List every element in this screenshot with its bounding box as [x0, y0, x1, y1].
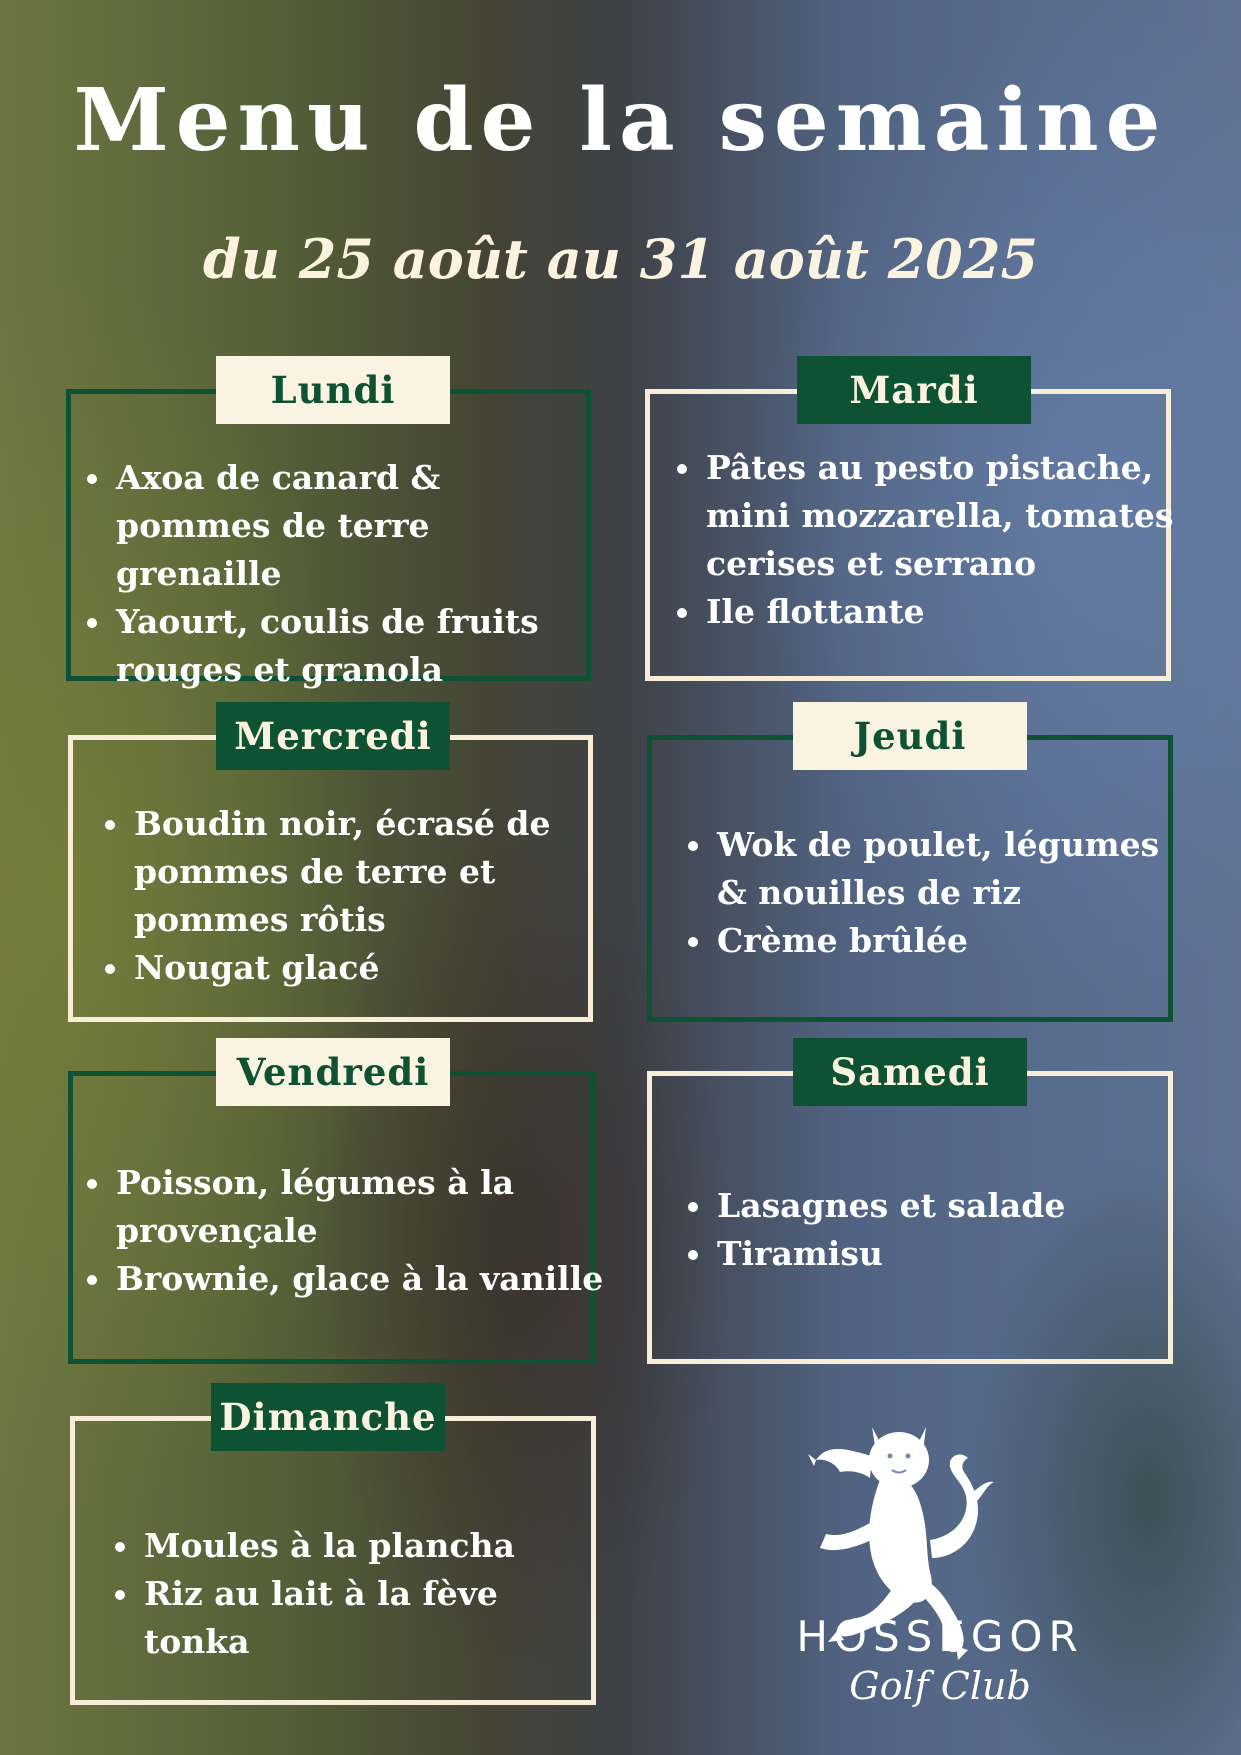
dish-item: • Poisson, légumes à la provençale [114, 1159, 614, 1255]
brand-tagline: Golf Club [849, 1664, 1031, 1708]
day-label: Dimanche [211, 1383, 445, 1451]
day-label: Mardi [797, 356, 1031, 424]
day-label: Lundi [216, 356, 450, 424]
dish-item: • Crème brûlée [715, 917, 1195, 965]
dish-list [80, 454, 604, 694]
day-label: Samedi [793, 1038, 1027, 1106]
dish-item: • Lasagnes et salade [715, 1182, 1185, 1230]
dish-item: • Wok de poulet, légumes & nouilles de riz [715, 821, 1195, 917]
day-label: Jeudi [793, 702, 1027, 770]
day-label: Vendredi [216, 1038, 450, 1106]
dish-list [108, 1522, 612, 1666]
dish-item: • Riz au lait à la fève tonka [142, 1570, 612, 1666]
dish-item: • Pâtes au pesto pistache, mini mozzarella, tomates cerises et serrano [704, 444, 1194, 588]
dish-list [681, 821, 1195, 965]
dish-item: • Axoa de canard & pommes de terre grenaille [114, 454, 604, 598]
dish-item: • Boudin noir, écrasé de pommes de terre et pommes rôtis [132, 800, 602, 944]
dish-item: • Yaourt, coulis de fruits rouges et granola [114, 598, 604, 694]
dish-item: • Ile flottante [704, 588, 1194, 636]
day-card-mercredi [68, 702, 593, 1022]
day-card-lundi [66, 356, 591, 689]
dish-item: • Moules à la plancha [142, 1522, 612, 1570]
dish-item: • Brownie, glace à la vanille [114, 1255, 614, 1303]
dish-list [670, 444, 1194, 636]
day-label: Mercredi [216, 702, 450, 770]
day-card-vendredi [68, 1038, 604, 1364]
dish-list [80, 1159, 614, 1303]
day-card-samedi [647, 1038, 1173, 1364]
dish-item: • Nougat glacé [132, 944, 602, 992]
day-card-dimanche [70, 1383, 596, 1705]
day-card-mardi [645, 356, 1174, 681]
dish-list [681, 1182, 1185, 1278]
brand-name: HOSSEGOR [796, 1612, 1084, 1661]
day-card-jeudi [647, 702, 1173, 1022]
page-title: Menu de la semaine [73, 70, 1168, 171]
date-range: du 25 août au 31 août 2025 [202, 227, 1039, 291]
dish-item: • Tiramisu [715, 1230, 1185, 1278]
dish-list [98, 800, 602, 992]
